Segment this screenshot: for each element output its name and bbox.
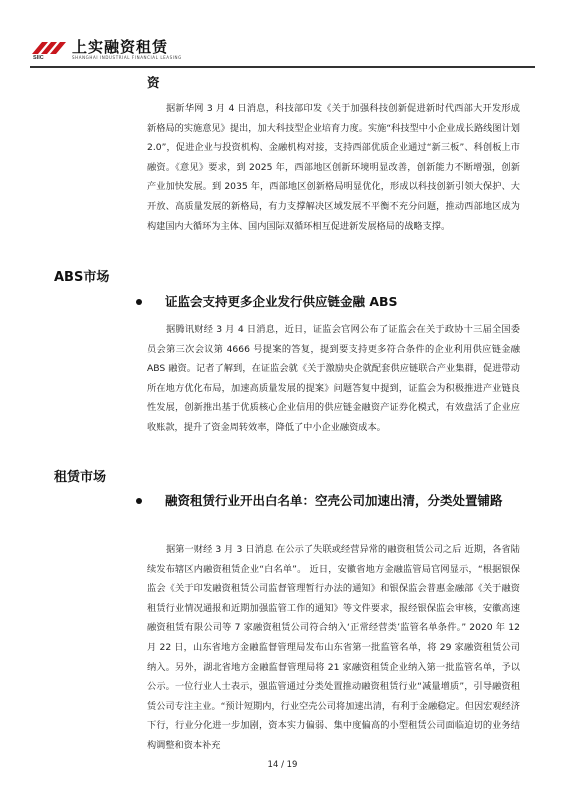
- company-name-cn: 上实融资租赁: [72, 38, 169, 56]
- page-header: [30, 36, 535, 64]
- section-title-abs: ABS市场: [54, 270, 110, 285]
- page-number: 14 / 19: [267, 760, 298, 770]
- bullet-dot-icon: [136, 299, 142, 305]
- header-divider: [30, 66, 535, 68]
- heading-leasing-whitelist: 融资租赁行业开出白名单：空壳公司加速出清，分类处置铺路: [165, 493, 503, 508]
- company-name-en: SHANGHAI INDUSTRIAL FINANCIAL LEASING: [72, 55, 182, 60]
- paragraph-science-tech-west: 据新华网 3 月 4 日消息，科技部印发《关于加强科技创新促进新时代西部大开发形成新格局的实施意见》提出，加大科技型企业培育力度。实施“科技型中小企业成长路线图计划 2.0”，促进企业与投资机构、金融机构对接，支持西部优质企业通过“新三板”、科创板上市融资。《意见》要求，到 2025 年，西部地区创新环境明显改善，创新能力不断增强，创新产业加快发展。到 2035 年，西部地区创新格局明显优化，形成以科技创新引领大保护、大开放、高质量发展的新格局，有力支撑解决区域发展不平衡不充分问题，推动西部地区成为构建国内大循环为主体、国内国际双循环相互促进新发展格局的战略支撑。: [147, 103, 520, 232]
- bullet-dot-icon: [136, 498, 142, 504]
- logo-text: SIIC: [33, 55, 44, 60]
- paragraph-leasing-whitelist: 据第一财经 3 月 3 日消息 在公示了失联或经营异常的融资租赁公司之后 近期，各省陆续发布辖区内融资租赁企业“白名单”。 近日，安徽省地方金融监管局官网显示，“根据银保监会《关于印发融资租赁公司监督管理暂行办法的通知》和银保监会普惠金融部《关于融资租赁行业情况通报和近期加强监管工作的通知》等文件要求，报经银保监会审核，安徽高速融资租赁有限公司等 7 家融资租赁公司符合纳入‘正常经营类’监管名单条件。” 2020 年 12 月 22 日，山东省地方金融监督管理局发布山东省第一批监管名单，将 29 家融资租赁公司纳入。另外，湖北省地方金融监督管理局将 21 家融资租赁企业纳入第一批监管名单，予以公示。一位行业人士表示，强监管通过分类处置推动融资租赁行业“减量增质”，引导融资租赁公司专注主业。“预计短期内，行业空壳公司将加速出清，有利于金融稳定。但因宏观经济下行，行业分化进一步加剧，资本实力偏弱、集中度偏高的小型租赁公司面临迫切的业务结构调整和资本补充: [147, 544, 520, 751]
- company-logo-icon: [30, 38, 68, 60]
- paragraph-supply-chain-abs: 据腾讯财经 3 月 4 日消息，近日，证监会官网公布了证监会在关于政协十三届全国委员会第三次会议第 4666 号提案的答复，提到要支持更多符合条件的企业利用供应链金融 ABS 融资。记者了解到，在证监会就《关于激励央企就配套供应链联合产业集群，促进带动所在地方优化布局，加速高质量发展的提案》问题答复中提到，证监会为积极推进产业链良性发展，创新推出基于优质核心企业信用的供应链金融资产证券化模式，有效盘活了企业应收账款，提升了资金周转效率，降低了中小企业融资成本。: [147, 324, 520, 433]
- heading-csrc-supply-chain-abs: 证监会支持更多企业发行供应链金融 ABS: [165, 294, 398, 309]
- continued-heading-fragment: 资: [147, 75, 160, 90]
- section-title-leasing: 租赁市场: [54, 470, 107, 485]
